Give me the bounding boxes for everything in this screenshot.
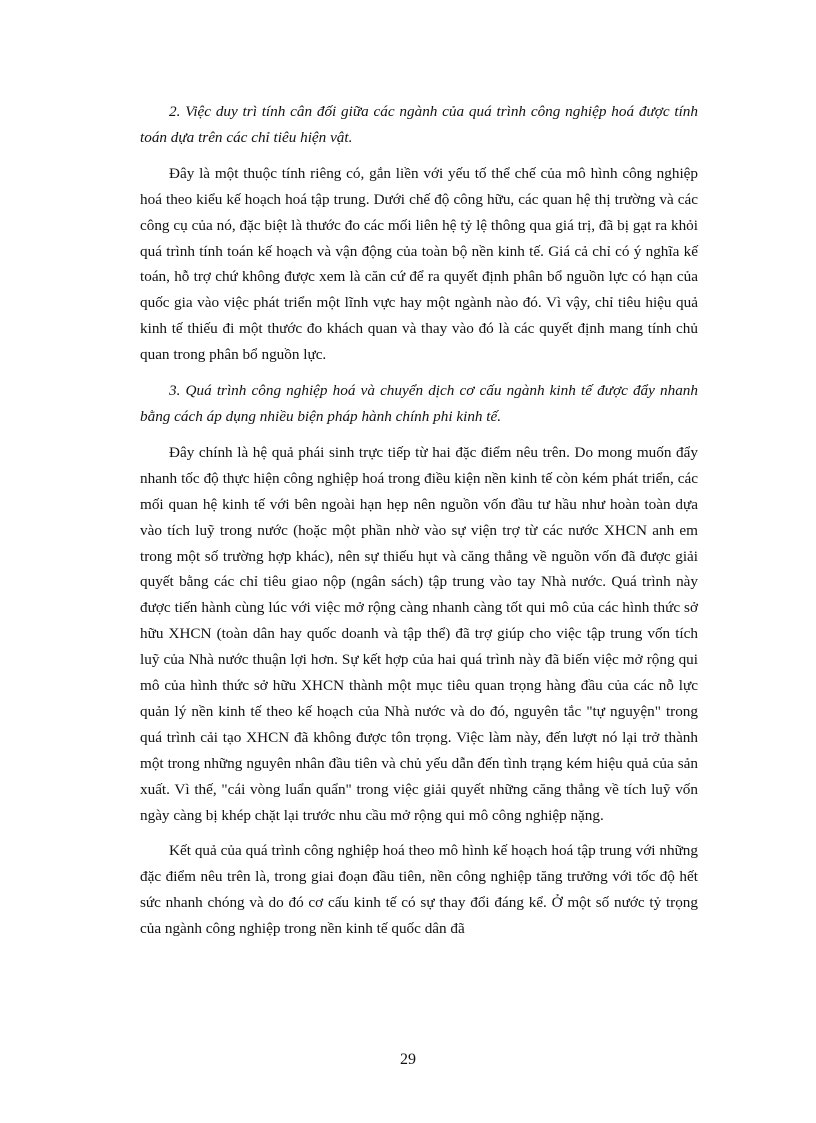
paragraph-2: Đây chính là hệ quả phái sinh trực tiếp từ hai đặc điểm nêu trên. Do mong muốn đẩy nhanh tốc độ thực hiện công nghiệp hoá trong điều kiện nền kinh tế còn kém phát triển, các mối quan hệ kinh tế với bên ngoài hạn hẹp nên nguồn vốn đầu tư hầu như hoàn toàn dựa vào tích luỹ trong nước (hoặc một phần nhờ vào sự viện trợ từ các nước XHCN anh em trong một số trường hợp khác), nên sự thiếu hụt và căng thẳng về nguồn vốn đã được giải quyết bằng các chỉ tiêu giao nộp (ngân sách) tập trung vào tay Nhà nước. Quá trình này được tiến hành cùng lúc với việc mở rộng càng nhanh càng tốt qui mô của các hình thức sở hữu XHCN (toàn dân hay quốc doanh và tập thể) đã trợ giúp cho việc tập trung vốn tích luỹ của Nhà nước thuận lợi hơn. Sự kết hợp của hai quá trình này đã biến việc mở rộng qui mô của hình thức sở hữu XHCN thành một mục tiêu quan trọng hàng đầu của các nỗ lực quản lý nền kinh tế theo kế hoạch của Nhà nước và do đó, nguyên tắc "tự nguyện" trong quá trình cải tạo XHCN đã không được tôn trọng. Việc làm này, đến lượt nó lại trở thành một trong những nguyên nhân đầu tiên và chủ yếu dẫn đến tình trạng kém hiệu quả của sản xuất. Vì thế, "cái vòng luẩn quẩn" trong việc giải quyết những căng thẳng về tích luỹ vốn ngày càng bị khép chặt lại trước nhu cầu mở rộng qui mô công nghiệp nặng.	[140, 443, 698, 824]
section-heading-3: 3. Quá trình công nghiệp hoá và chuyển dịch cơ cấu ngành kinh tế được đẩy nhanh bằng cách áp dụng nhiều biện pháp hành chính phi kinh tế.	[140, 382, 698, 425]
section-heading-2: 2. Việc duy trì tính cân đối giữa các ngành của quá trình công nghiệp hoá được tính toán dựa trên các chỉ tiêu hiện vật.	[140, 103, 698, 146]
page-body	[140, 99, 698, 952]
page-number: 29	[400, 1051, 416, 1068]
paragraph-3: Kết quả của quá trình công nghiệp hoá theo mô hình kế hoạch hoá tập trung với những đặc điểm nêu trên là, trong giai đoạn đầu tiên, nền công nghiệp tăng trưởng với tốc độ hết sức nhanh chóng và do đó cơ cấu kinh tế có sự thay đổi đáng kể. Ở một số nước tỷ trọng của ngành công nghiệp trong nền kinh tế quốc dân đã	[140, 842, 698, 938]
paragraph-1: Đây là một thuộc tính riêng có, gắn liền với yếu tố thể chế của mô hình công nghiệp hoá theo kiểu kế hoạch hoá tập trung. Dưới chế độ công hữu, các quan hệ thị trường và các công cụ của nó, đặc biệt là thước đo các mối liên hệ tỷ lệ thông qua giá trị, đã bị gạt ra khỏi quá trình tính toán kế hoạch và vận động của toàn bộ nền kinh tế. Giá cả chỉ có ý nghĩa kế toán, hỗ trợ chứ không được xem là căn cứ để ra quyết định phân bổ nguồn lực có hạn của quốc gia vào việc phát triển một lĩnh vực hay một ngành nào đó. Vì vậy, chỉ tiêu hiệu quả kinh tế thiếu đi một thước đo khách quan và thay vào đó là các quyết định mang tính chủ quan trong phân bổ nguồn lực.	[140, 164, 698, 364]
